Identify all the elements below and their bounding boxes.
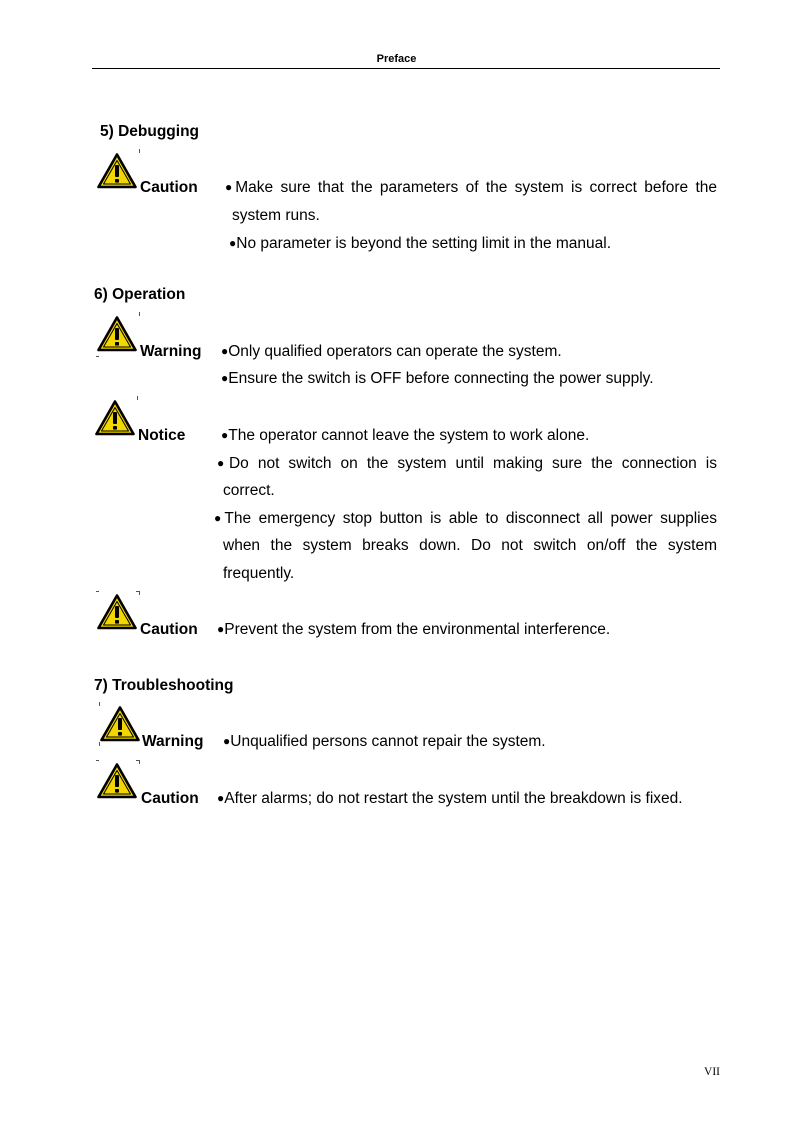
crop-mark: [139, 591, 140, 595]
caution-label: Caution: [140, 621, 198, 638]
crop-mark: [96, 591, 99, 592]
header-divider: [92, 68, 720, 69]
caution-label: Caution: [141, 790, 199, 807]
warning-triangle-icon: [95, 400, 135, 436]
bullet-icon: ●: [221, 344, 229, 358]
crop-mark: [99, 742, 100, 746]
notice-text-line: ●The operator cannot leave the system to work alone.: [221, 427, 590, 444]
warning-text-line: ●Ensure the switch is OFF before connecting the power supply.: [221, 370, 654, 387]
warning-triangle-icon: [100, 706, 140, 742]
notice-text-line: ●The emergency stop button is able to disconnect all power supplies: [214, 510, 717, 527]
page-header-title: Preface: [376, 53, 417, 65]
section-heading-operation: 6) Operation: [94, 286, 186, 303]
crop-mark: [139, 760, 140, 764]
bullet-icon: ●: [225, 180, 236, 194]
notice-text-line: when the system breaks down. Do not switch on/off the system: [223, 537, 717, 554]
warning-triangle-icon: [97, 316, 137, 352]
warning-label: Warning: [142, 733, 204, 750]
bullet-icon: ●: [221, 371, 229, 385]
bullet-icon: ●: [221, 428, 229, 442]
caution-label: Caution: [140, 179, 198, 196]
notice-text-line: correct.: [223, 482, 275, 499]
caution-text-line: ●Prevent the system from the environmental interference.: [217, 621, 611, 638]
caution-text-line: system runs.: [232, 207, 320, 224]
bullet-icon: ●: [223, 734, 231, 748]
crop-mark: [96, 760, 99, 761]
notice-text-line: ●Do not switch on the system until making sure the connection is: [217, 455, 717, 472]
section-heading-debugging: 5) Debugging: [100, 123, 200, 140]
bullet-icon: ●: [217, 791, 225, 805]
warning-label: Warning: [140, 343, 202, 360]
bullet-icon: ●: [217, 622, 225, 636]
notice-label: Notice: [138, 427, 186, 444]
warning-triangle-icon: [97, 594, 137, 630]
section-heading-troubleshooting: 7) Troubleshooting: [94, 677, 234, 694]
caution-text-line: ●After alarms; do not restart the system until the breakdown is fixed.: [217, 790, 683, 807]
warning-text-line: ●Unqualified persons cannot repair the system.: [223, 733, 546, 750]
crop-mark: [96, 356, 99, 357]
crop-mark: [139, 312, 140, 316]
notice-text-line: frequently.: [223, 565, 295, 582]
warning-triangle-icon: [97, 763, 137, 799]
caution-text-line: ●No parameter is beyond the setting limit in the manual.: [229, 235, 612, 252]
page-number: VII: [704, 1066, 720, 1078]
warning-triangle-icon: [97, 153, 137, 189]
warning-text-line: ●Only qualified operators can operate the system.: [221, 343, 562, 360]
caution-text-line: ●Make sure that the parameters of the system is correct before the: [225, 179, 718, 196]
crop-mark: [139, 149, 140, 153]
bullet-icon: ●: [214, 511, 225, 525]
crop-mark: [137, 396, 138, 400]
bullet-icon: ●: [229, 236, 237, 250]
bullet-icon: ●: [217, 456, 229, 470]
